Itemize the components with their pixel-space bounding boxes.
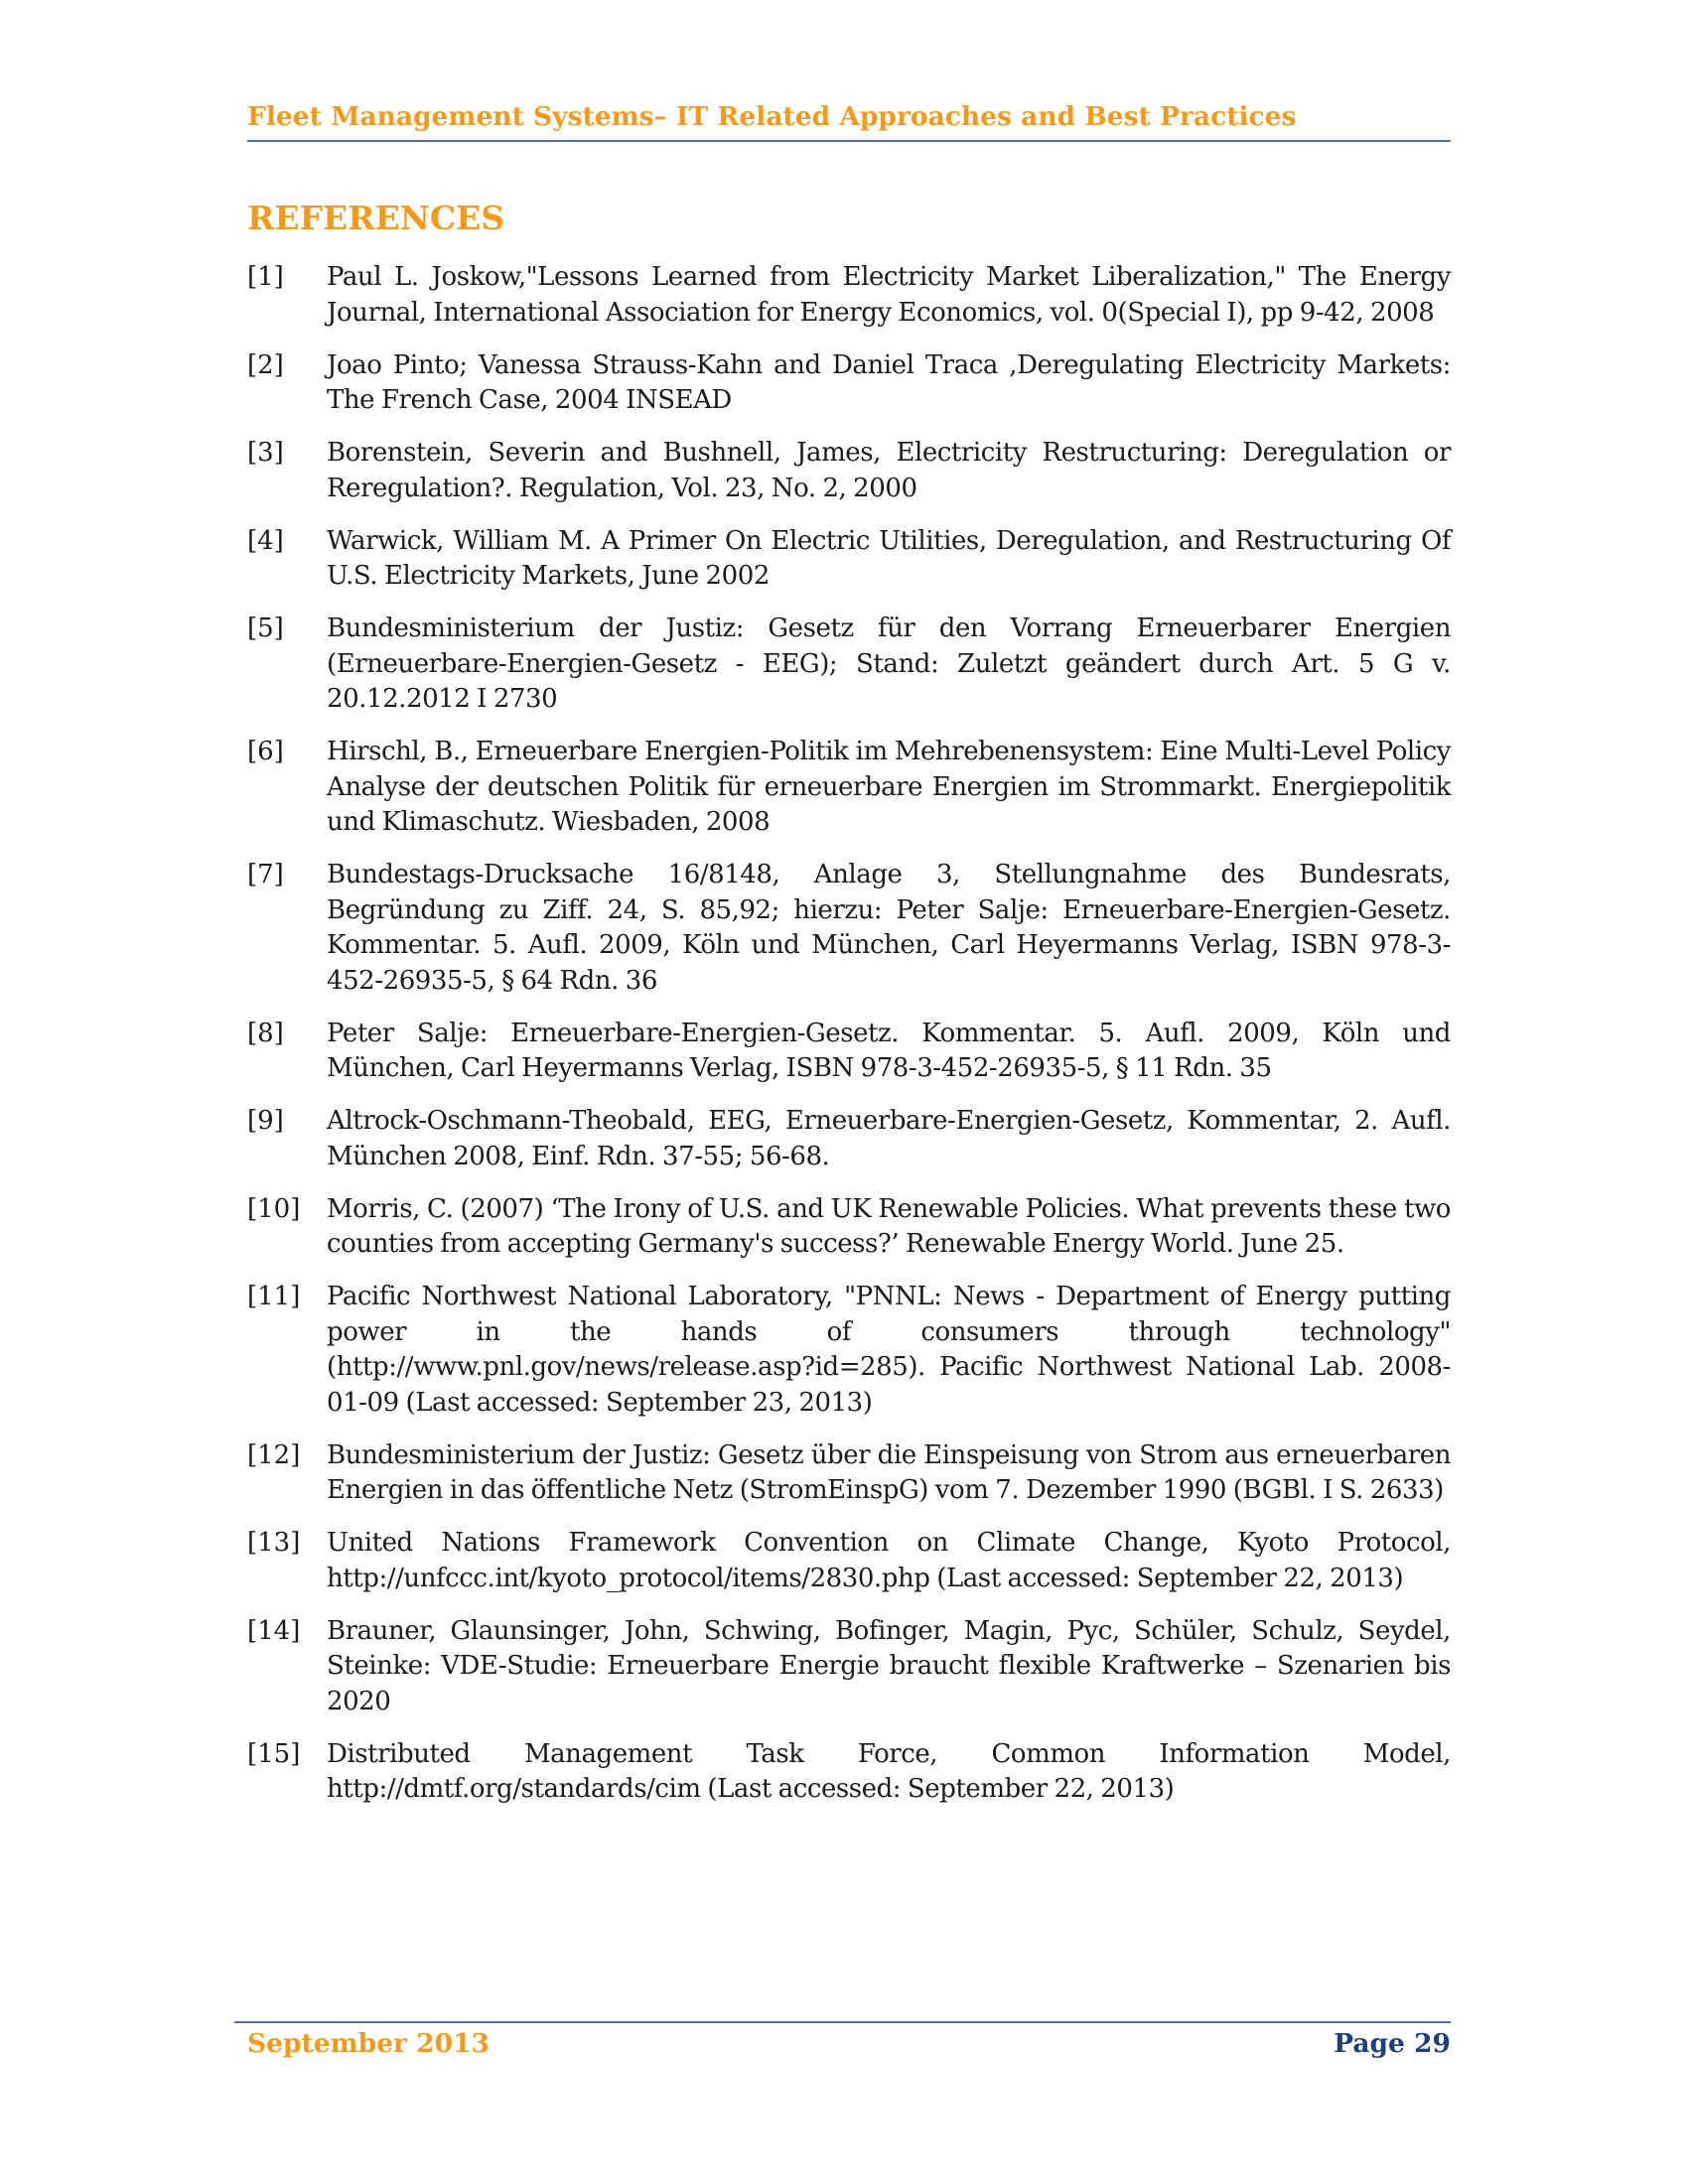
reference-number: [2] xyxy=(247,349,284,380)
page-number: Page 29 xyxy=(1334,2028,1451,2059)
reference-number: [1] xyxy=(247,262,284,292)
reference-text: Bundesministerium der Justiz: Gesetz über die Einspeisung von Strom aus erneuerbaren Energien in das öffentliche Netz (StromEinspG) vom 7. Dezember 1990 (BGBl. I S. 2633) xyxy=(327,1439,1451,1505)
running-title: Fleet Management Systems– IT Related Approaches and Best Practices xyxy=(247,101,1297,132)
reference-text: Hirschl, B., Erneuerbare Energien-Politik im Mehrebenensystem: Eine Multi-Level Policy Analyse der deutschen Politik für erneuerbare Energien im Strommarkt. Energiepolitik und Klimaschutz. Wiesbaden, 2008 xyxy=(327,737,1451,837)
page-header xyxy=(247,97,1451,142)
reference-item xyxy=(247,1526,1451,1596)
reference-text: Bundestags-Drucksache 16/8148, Anlage 3, Stellungnahme des Bundesrats, Begründung zu Ziff. 24, S. 85,92; hierzu: Peter Salje: Erneuerbare-Energien-Gesetz. Kommentar. 5. Aufl. 2009, Köln und München, Carl Heyermanns Verlag, ISBN 978-3-452-26935-5, § 64 Rdn. 36 xyxy=(327,860,1451,996)
reference-item xyxy=(247,1280,1451,1421)
reference-number: [9] xyxy=(247,1106,284,1136)
reference-item xyxy=(247,1614,1451,1720)
reference-number: [15] xyxy=(247,1738,301,1769)
reference-number: [5] xyxy=(247,614,284,643)
reference-text: Warwick, William M. A Primer On Electric Utilities, Deregulation, and Restructuring Of U.S. Electricity Markets, June 2002 xyxy=(327,525,1451,591)
reference-text: Brauner, Glaunsinger, John, Schwing, Bofinger, Magin, Pyc, Schüler, Schulz, Seydel, Steinke: VDE-Studie: Erneuerbare Energie braucht flexible Kraftwerke – Szenarien bis 2020 xyxy=(327,1615,1451,1716)
reference-item xyxy=(247,735,1451,841)
reference-item xyxy=(247,260,1451,331)
reference-item xyxy=(247,524,1451,595)
reference-text: Peter Salje: Erneuerbare-Energien-Gesetz. Kommentar. 5. Aufl. 2009, Köln und München, Carl Heyermanns Verlag, ISBN 978-3-452-26935-5, § 11 Rdn. 35 xyxy=(327,1018,1451,1083)
reference-text: Morris, C. (2007) ‘The Irony of U.S. and UK Renewable Policies. What prevents these two counties from accepting Germany's success?’ Renewable Energy World. June 25. xyxy=(327,1193,1451,1259)
reference-item xyxy=(247,858,1451,999)
reference-number: [12] xyxy=(247,1439,301,1470)
reference-item xyxy=(247,612,1451,718)
reference-item xyxy=(247,1192,1451,1263)
reference-item xyxy=(247,1104,1451,1174)
reference-number: [11] xyxy=(247,1282,301,1311)
reference-item xyxy=(247,348,1451,419)
reference-number: [13] xyxy=(247,1528,301,1558)
reference-text: Pacific Northwest National Laboratory, "PNNL: News - Department of Energy putting power in the hands of consumers through technology" (http://www.pnl.gov/news/release.asp?id=285). Pacific Northwest National Lab. 2008-01-09 (Last accessed: September 23, 2013) xyxy=(327,1282,1451,1418)
reference-number: [3] xyxy=(247,438,284,468)
page-footer xyxy=(234,2021,1451,2073)
reference-item xyxy=(247,1737,1451,1808)
reference-text: Bundesministerium der Justiz: Gesetz für den Vorrang Erneuerbarer Energien (Erneuerbare-Energien-Gesetz - EEG); Stand: Zuletzt geändert durch Art. 5 G v. 20.12.2012 I 2730 xyxy=(327,614,1451,714)
reference-number: [8] xyxy=(247,1018,284,1048)
section-heading: REFERENCES xyxy=(247,199,505,237)
reference-text: Altrock-Oschmann-Theobald, EEG, Erneuerbare-Energien-Gesetz, Kommentar, 2. Aufl. München 2008, Einf. Rdn. 37-55; 56-68. xyxy=(327,1106,1451,1171)
reference-item xyxy=(247,1017,1451,1087)
reference-text: Joao Pinto; Vanessa Strauss-Kahn and Daniel Traca ,Deregulating Electricity Markets: The French Case, 2004 INSEAD xyxy=(327,349,1451,415)
reference-number: [10] xyxy=(247,1193,301,1224)
reference-item xyxy=(247,1438,1451,1509)
reference-number: [4] xyxy=(247,525,284,556)
reference-number: [6] xyxy=(247,737,284,766)
reference-list xyxy=(247,260,1451,1825)
reference-text: United Nations Framework Convention on Climate Change, Kyoto Protocol, http://unfccc.int/kyoto_protocol/items/2830.php (Last accessed: September 22, 2013) xyxy=(327,1528,1451,1593)
reference-text: Paul L. Joskow,"Lessons Learned from Electricity Market Liberalization," The Energy Journal, International Association for Energy Economics, vol. 0(Special I), pp 9-42, 2008 xyxy=(327,262,1451,328)
reference-number: [14] xyxy=(247,1615,301,1646)
reference-item xyxy=(247,436,1451,506)
reference-number: [7] xyxy=(247,860,284,889)
reference-text: Borenstein, Severin and Bushnell, James, Electricity Restructuring: Deregulation or Reregulation?. Regulation, Vol. 23, No. 2, 2000 xyxy=(327,438,1451,503)
footer-date: September 2013 xyxy=(247,2028,490,2059)
reference-text: Distributed Management Task Force, Common Information Model, http://dmtf.org/standards/cim (Last accessed: September 22, 2013) xyxy=(327,1738,1451,1804)
